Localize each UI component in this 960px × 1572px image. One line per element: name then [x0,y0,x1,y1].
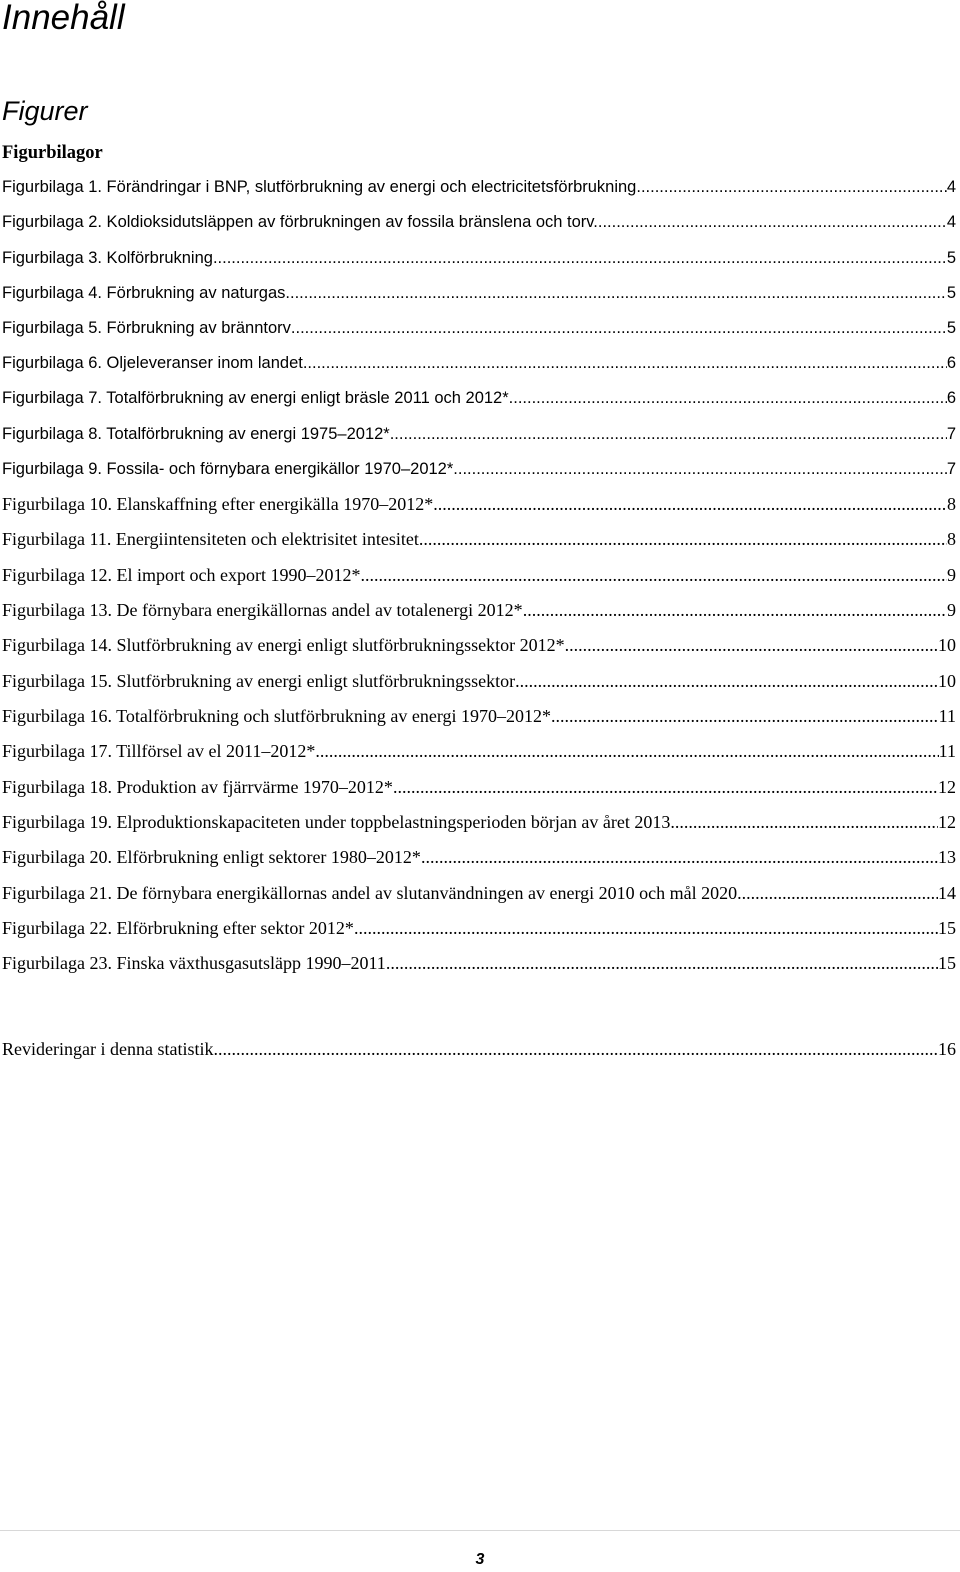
toc-leader [291,316,947,340]
toc-entry-label: Figurbilaga 8. Totalförbrukning av energi 1975–2012* [2,425,390,443]
toc-entry-label: Figurbilaga 22. Elförbrukning efter sektor 2012* [2,918,354,938]
toc-entry-page: 11 [938,741,956,761]
toc-entry[interactable] [2,246,956,270]
toc-entry[interactable] [2,669,956,693]
toc-leader [393,775,938,799]
toc-entry-label: Figurbilaga 2. Koldioksidutsläppen av förbrukningen av fossila bränslena och torv. [2,213,598,231]
toc-entry-page: 5 [946,319,956,337]
toc-entry[interactable] [2,704,956,728]
toc-entry-label: Revideringar i denna statistik [2,1039,214,1059]
toc-leader [453,457,947,481]
toc-entry-page: 9 [947,600,956,620]
toc-entry-label: Figurbilaga 9. Fossila- och förnybara energikällor 1970–2012* [2,460,454,478]
toc-entry-label: Figurbilaga 11. Energiintensiteten och elektrisitet intesitet [2,529,419,549]
toc-entry-label: Figurbilaga 5. Förbrukning av bränntorv [2,319,291,337]
toc-leader [433,492,947,516]
toc-entry[interactable] [2,739,956,763]
toc-entry[interactable] [2,210,956,234]
page-number: 3 [475,1551,485,1568]
page-title: Innehåll [2,0,125,37]
toc-leader [636,175,946,199]
toc-entry[interactable] [2,916,956,940]
section-title-figurer: Figurer [2,96,88,126]
toc-entry-page: 15 [938,953,956,973]
toc-leader [390,422,947,446]
toc-leader [213,246,947,270]
toc-leader [565,633,938,657]
toc-entry[interactable] [2,492,956,516]
toc-leader [421,845,938,869]
toc-leader [386,951,938,975]
toc-entry-page: 6 [946,354,956,372]
toc-entry-revisions[interactable] [2,1037,956,1061]
toc-leader [523,598,947,622]
toc-entry[interactable] [2,527,956,551]
toc-entry[interactable] [2,316,956,340]
toc-entry-page: 4 [946,213,956,231]
toc-leader [285,281,946,305]
toc-entry-label: Figurbilaga 6. Oljeleveranser inom landet [2,354,303,372]
toc-entry-page: 7 [946,425,956,443]
toc-entry[interactable] [2,386,956,410]
toc-entry-label: Figurbilaga 12. El import och export 1990–2012* [2,565,361,585]
toc-entry[interactable] [2,563,956,587]
toc-entry[interactable] [2,775,956,799]
toc-entry[interactable] [2,281,956,305]
toc-entry-label: Figurbilaga 3. Kolförbrukning [2,249,213,267]
toc-entry-page: 10 [938,671,956,691]
toc-leader [551,704,939,728]
toc-leader [598,210,947,234]
toc-leader [315,739,938,763]
toc-leader [213,1037,938,1061]
toc-entry-label: Figurbilaga 13. De förnybara energikällornas andel av totalenergi 2012* [2,600,523,620]
toc-entry-label: Figurbilaga 21. De förnybara energikällornas andel av slutanvändningen av energi 2010 och mål 2020 [2,883,738,903]
toc-entry-page: 14 [938,883,956,903]
toc-entry-page: 13 [938,847,956,867]
toc-entry-page: 10 [938,635,956,655]
toc-leader [670,810,938,834]
toc-leader [354,916,938,940]
toc-entry-label: Figurbilaga 10. Elanskaffning efter energikälla 1970–2012* [2,494,434,514]
toc-leader [360,563,947,587]
toc-entry-page: 11 [938,706,956,726]
toc-leader [509,386,947,410]
toc-entry-page: 5 [946,249,956,267]
toc-entry-label: Figurbilaga 4. Förbrukning av naturgas [2,284,286,302]
toc-leader [515,669,938,693]
toc-entry-label: Figurbilaga 1. Förändringar i BNP, slutförbrukning av energi och electricitetsförbrukning [2,178,637,196]
toc-entry-page: 12 [938,812,956,832]
toc-entry-page: 7 [946,460,956,478]
toc-leader [737,881,938,905]
toc-entry-page: 15 [938,918,956,938]
toc-entry-label: Figurbilaga 18. Produktion av fjärrvärme 1970–2012* [2,777,393,797]
toc-entry-page: 8 [947,494,956,514]
toc-entry[interactable] [2,881,956,905]
toc-leader [419,527,947,551]
toc-entry[interactable] [2,810,956,834]
toc-entry-page: 6 [946,389,956,407]
toc-entry-label: Figurbilaga 23. Finska växthusgasutsläpp 1990–2011 [2,953,386,973]
toc-entry[interactable] [2,598,956,622]
toc-entry[interactable] [2,845,956,869]
toc-entry[interactable] [2,457,956,481]
toc-entry-page: 9 [947,565,956,585]
toc-entry-page: 4 [946,178,956,196]
toc-leader [303,351,947,375]
toc-entry-page: 5 [946,284,956,302]
toc-entry[interactable] [2,175,956,199]
toc-entry-label: Figurbilaga 16. Totalförbrukning och slutförbrukning av energi 1970–2012* [2,706,551,726]
toc-entry-label: Figurbilaga 20. Elförbrukning enligt sektorer 1980–2012* [2,847,421,867]
toc-entry[interactable] [2,422,956,446]
toc-entry[interactable] [2,633,956,657]
toc-entry-page: 16 [938,1039,956,1059]
toc-entry-page: 8 [947,529,956,549]
toc-entry-label: Figurbilaga 14. Slutförbrukning av energi enligt slutförbrukningssektor 2012* [2,635,565,655]
toc-entry-label: Figurbilaga 17. Tillförsel av el 2011–2012* [2,741,316,761]
subsection-title-figurbilagor: Figurbilagor [2,143,103,163]
toc-entry[interactable] [2,951,956,975]
toc-entry-page: 12 [938,777,956,797]
toc-entry-label: Figurbilaga 19. Elproduktionskapaciteten under toppbelastningsperioden början av året 2013 [2,812,671,832]
footer-divider [0,1530,960,1531]
toc-entry-label: Figurbilaga 7. Totalförbrukning av energi enligt bräsle 2011 och 2012* [2,389,509,407]
toc-entry-label: Figurbilaga 15. Slutförbrukning av energi enligt slutförbrukningssektor [2,671,516,691]
toc-entry[interactable] [2,351,956,375]
